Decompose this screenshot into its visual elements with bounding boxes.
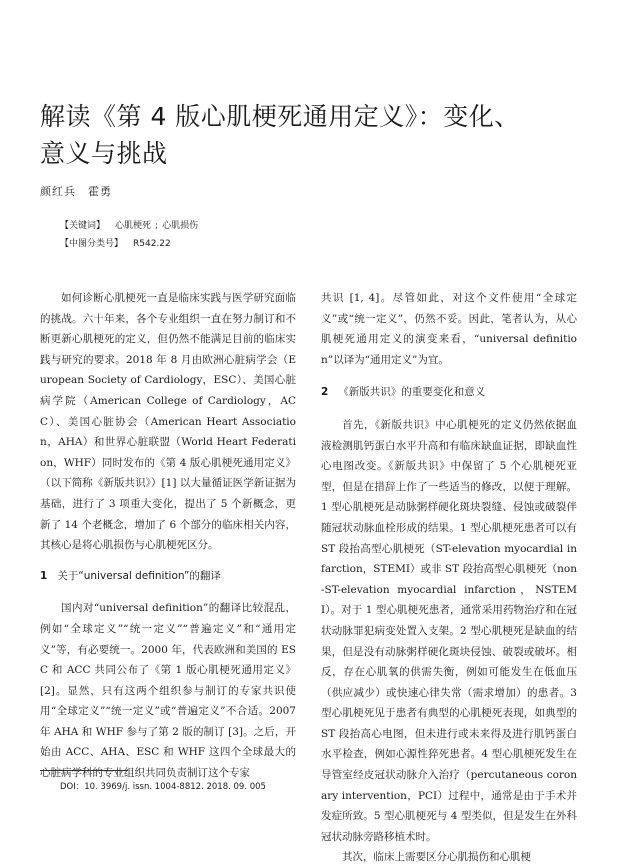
keyword-2: 心肌损伤 [162,221,199,231]
injury-paragraph: 其次，临床上需要区分心肌损伤和心肌梗 [342,851,531,864]
article-title [40,98,580,172]
classification-code: R542.22 [133,239,171,249]
article-title-line-2: 意义与挑战 [40,139,168,168]
article-title-line-1: 解读《第 4 版心肌梗死通用定义》：变化、 [40,102,520,131]
keywords-label: 【关键词】 [60,221,106,231]
doi-footnote: DOI：10. 3969/j. issn. 1004-8812. 2018. 09. 005 [60,782,266,792]
classification-line [60,236,171,249]
keyword-1: 心肌梗死 [115,221,152,231]
right-column [321,288,577,868]
footnote-rule [40,770,128,771]
section-title: 关于“universal definition”的翻译 [57,569,221,582]
section-heading-2 [321,382,577,403]
section-title: 《新版共识》的重要变化和意义 [338,386,486,399]
classification-label: 【中图分类号】 [60,239,124,249]
translation-paragraph: 国内对“universal definition”的翻译比较混乱，例如“全球定义”“统一定义”“普遍定义”和“通用定义”等，有必要统一。2000 年，代表欧洲和美国的 ESC 和 ACC 共同公布了《第 1 版心肌梗死通用定义》[2]。显然，只有这两个组织参与制订的专家共识使用“全球定义”“统一定义”或“普遍定义”不合适。2007 年 AHA 和 WHF 参与了第 2 版的制订 [3]。之后，开始由 ACC、AHA、ESC 和 WHF 这四个全球最大的心脏病学科的专业组织共同负责制订这个专家 [40,602,296,780]
keyword-separator: ; [155,221,159,231]
changes-paragraph: 首先，《新版共识》中心肌梗死的定义仍然依据血液检测肌钙蛋白水平升高和有临床缺血证据，即缺血性心电图改变。《新版共识》中保留了 5 个心肌梗死亚型，但是在措辞上作了一些适当的修改，以便于理解。1 型心肌梗死是动脉粥样硬化斑块裂缝、侵蚀或破裂伴随冠状动脉血栓形成的结果。1 型心肌梗死患者可以有 ST 段抬高型心肌梗死（ST-elevation myocardial infarction，STEMI）或非 ST 段抬高型心肌梗死（non-ST-elevation myocardial infarction，NSTEMI）。对于 1 型心肌梗死患者，通常采用药物治疗和在冠状动脉罪犯病变处置入支架。2 型心肌梗死是缺血的结果，但是没有动脉粥样硬化斑块侵蚀、破裂或破坏。相反，存在心肌氧的供需失衡，例如可能发生在低血压（供应减少）或快速心律失常（需求增加）的患者。3 型心肌梗死见于患者有典型的心肌梗死表现，如典型的 ST 段抬高心电图，但未进行或未来得及进行肌钙蛋白水平检查，例如心源性猝死患者。4 型心肌梗死发生在导管室经皮冠状动脉介入治疗（percutaneous coronary intervention，PCI）过程中，通常是由于手术并发症所致。5 型心肌梗死与 4 型类似，但是发生在外科冠状动脉旁路移植术时。 [321,418,577,843]
section-number: 2 [321,386,329,399]
keywords-line [60,218,198,231]
author-list: 颜红兵 霍勇 [40,185,112,198]
intro-paragraph: 如何诊断心肌梗死一直是临床实践与医学研究面临的挑战。六十年来，各个专业组织一直在努力制订和不断更新心肌梗死的定义，但仍然不能满足目前的临床实践与研究的要求。2018 年 8 月由欧洲心脏病学会（European Society of Cardiology，ESC）、美国心脏病学院（American College of Cardiology，ACC）、美国心脏协会（American Heart Association，AHA）和世界心脏联盟（World Heart Federation，WHF）同时发布的《第 4 版心肌梗死通用定义》（以下简称《新版共识》）[1] 以大量循证医学新证据为基础，进行了 3 项重大变化，提出了 5 个新概念，更新了 14 个老概念，增加了 6 个部分的临床相关内容，其核心是将心肌损伤与心肌梗死区分。 [40,292,296,552]
section-number: 1 [40,569,48,582]
left-column [40,288,296,784]
section-heading-1 [40,566,296,587]
continued-paragraph: 共识 [1, 4]。尽管如此，对这个文件使用“全球定义”或“统一定义”，仍然不妥。因此，笔者认为，从心肌梗死通用定义的演变来看，“universal definition”以译为“通用定义”为宜。 [321,292,577,366]
